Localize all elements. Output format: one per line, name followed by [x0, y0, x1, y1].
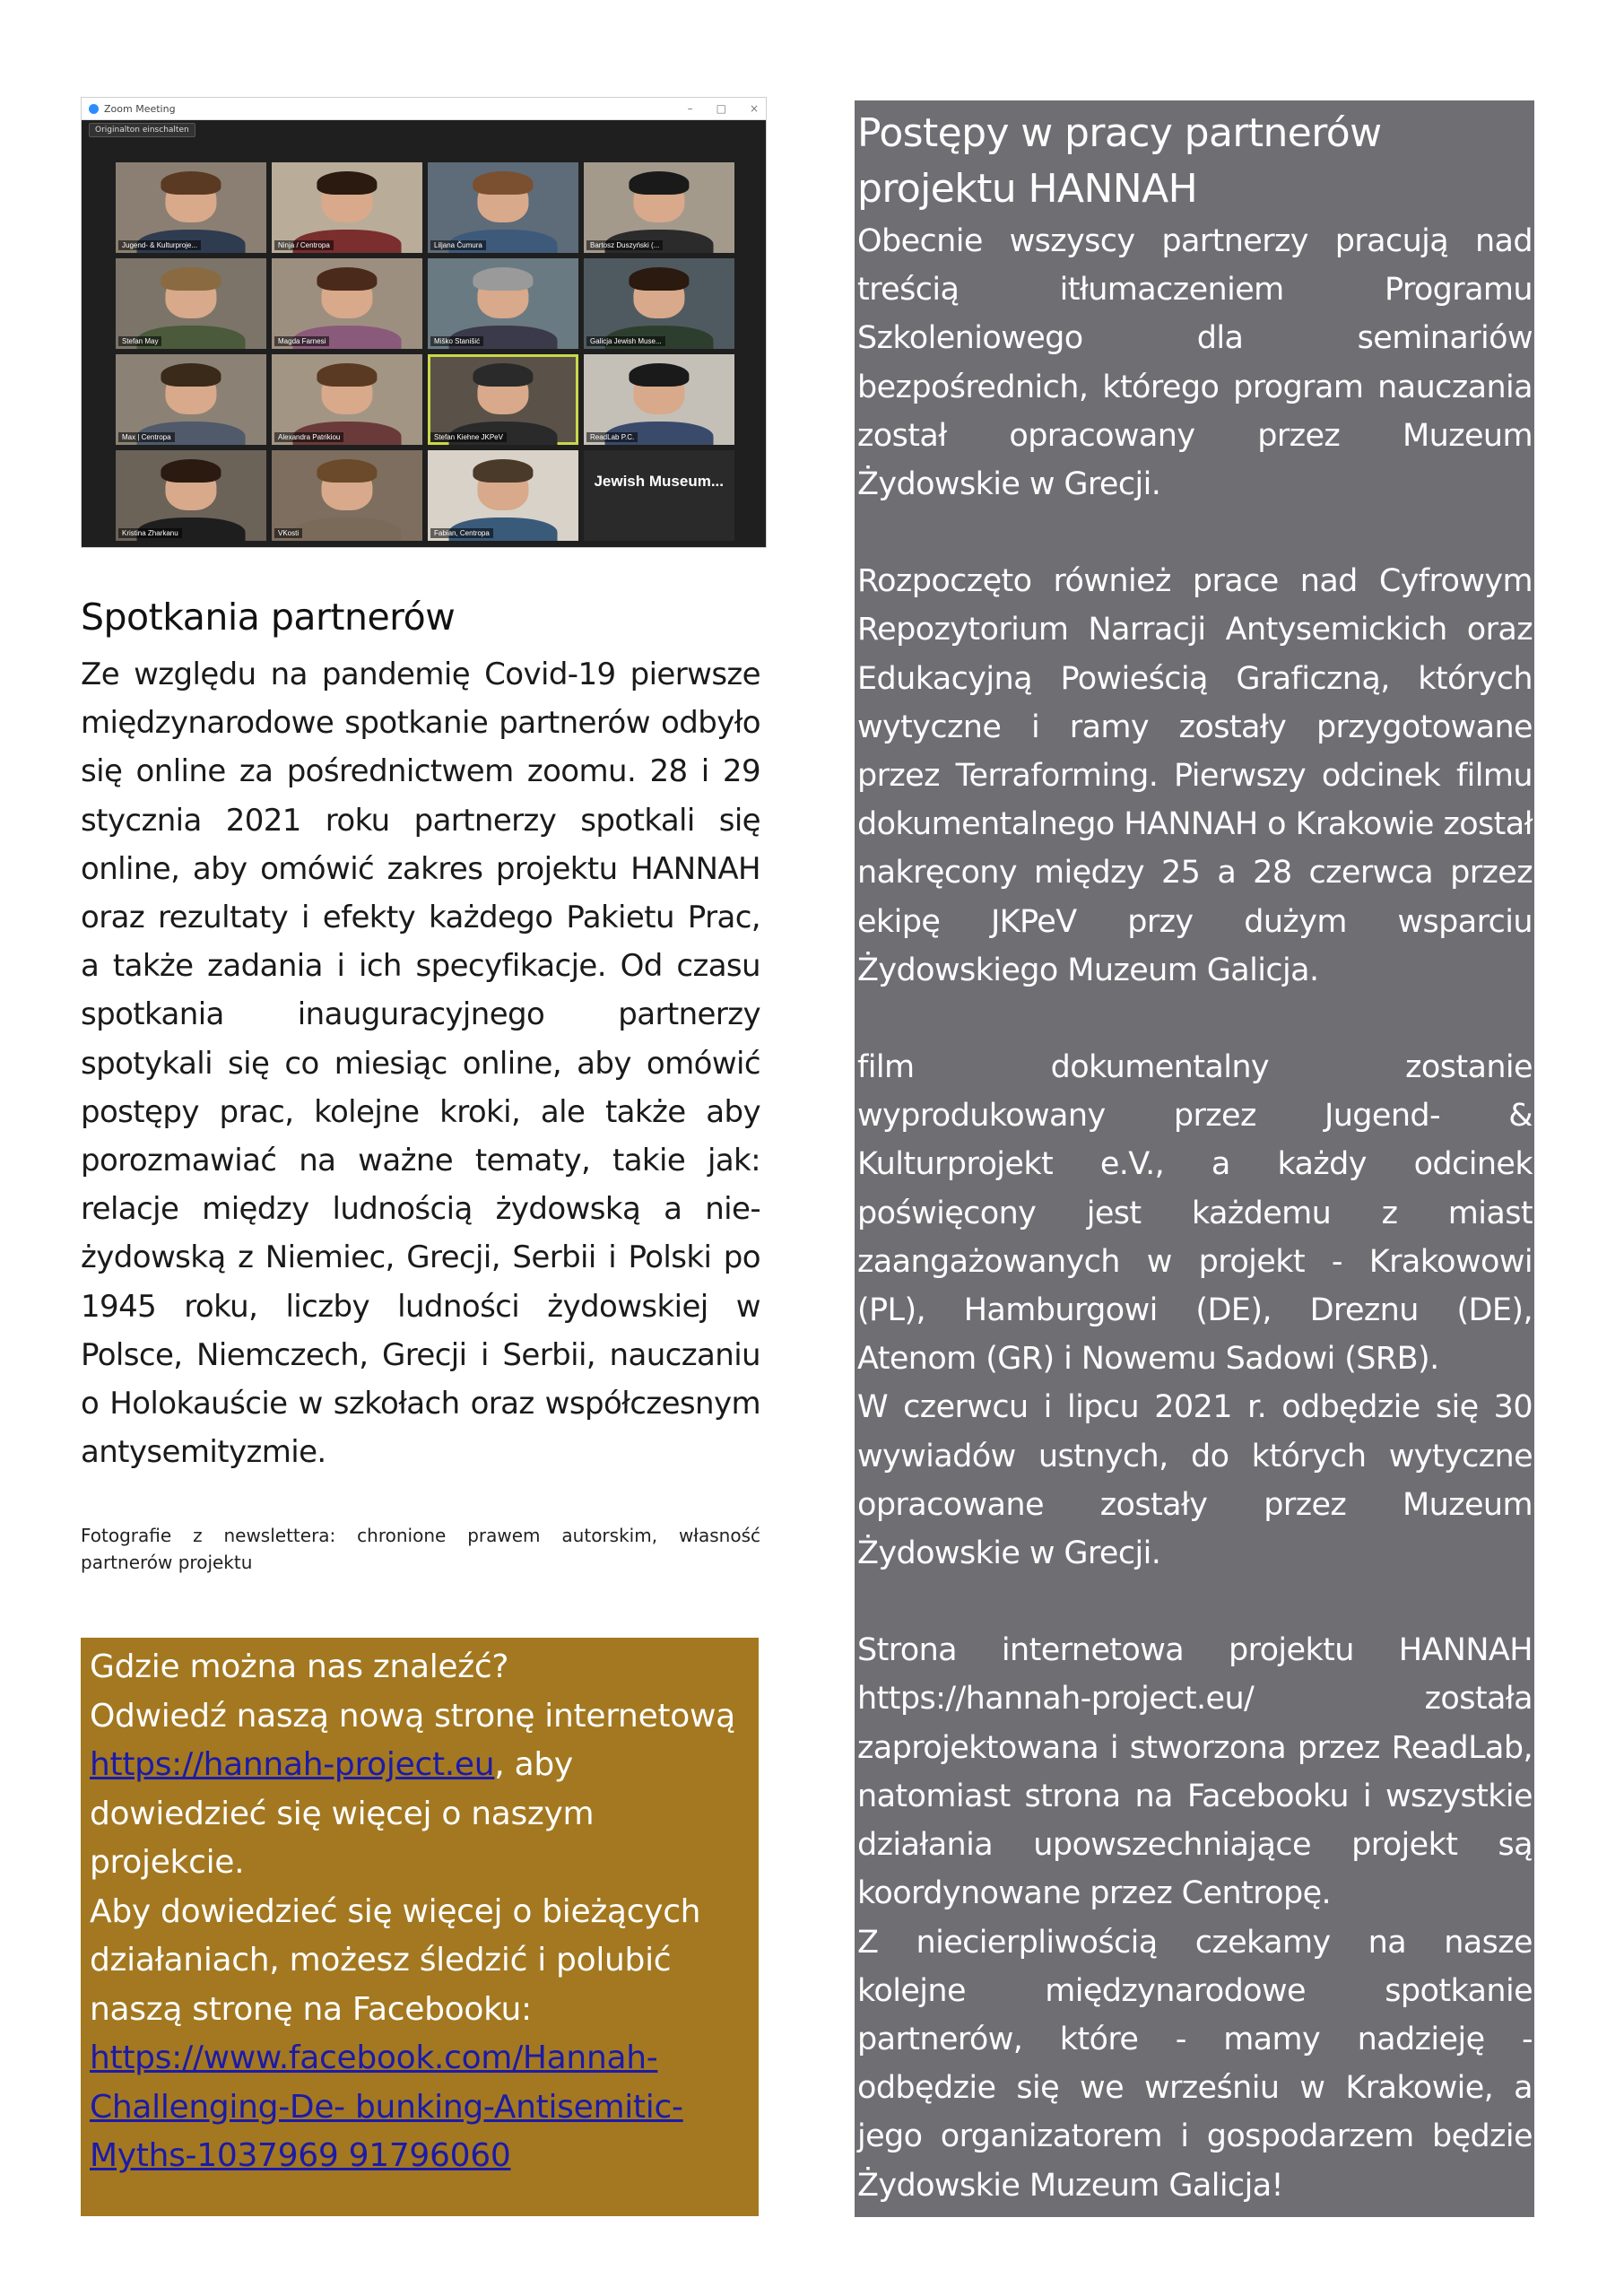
progress-paragraph-5: Strona internetowa projektu HANNAH https://hannah-project.eu/ została zaprojektowana i stworzona przez ReadLab, natomiast strona na Facebooku i wszystkie działania upowszechniające projekt są koordynowane przez Centropę. [857, 1632, 1533, 1912]
participant-tile [272, 258, 422, 349]
participant-name: Galicja Jewish Muse... [586, 336, 665, 346]
original-sound-button: Originalton einschalten [89, 123, 195, 137]
progress-paragraph-4: W czerwcu i lipcu 2021 r. odbędzie się 30 wywiadów ustnych, do których wytyczne opracowane zostały przez Muzeum Żydowskie w Grecji. [857, 1389, 1533, 1572]
participant-tile [116, 354, 266, 445]
facebook-intro-text: Aby dowiedzieć się więcej o bieżących działaniach, możesz śledzić i polubić naszą stronę na Facebooku: [90, 1892, 701, 2028]
paragraph-spacer [857, 1578, 1533, 1626]
participant-video [629, 267, 689, 291]
progress-paragraph-2: Rozpoczęto również prace nad Cyfrowym Repozytorium Narracji Antysemickich oraz Edukacyjną Powieścią Graficzną, których wytyczne i ramy zostały przygotowane przez Terraforming. Pierwszy odcinek filmu dokumentalnego HANNAH o Krakowie został nakręcony między 25 a 28 czerwca przez ekipę JKPeV przy dużym wsparciu Żydowskiego Muzeum Galicja. [857, 563, 1533, 988]
participant-video [629, 363, 689, 387]
participant-name: Magda Farnesi [274, 336, 329, 346]
participant-name: Stefan May [118, 336, 161, 346]
participant-name: Ninja / Centropa [274, 240, 334, 250]
progress-paragraph-1: Obecnie wszyscy partnerzy pracują nad treścią itłumaczeniem Programu Szkoleniowego dla seminariów bezpośrednich, którego program nauczania został opracowany przez Muzeum Żydowskie w Grecji. [857, 223, 1533, 503]
website-intro-text: Odwiedź naszą nową stronę internetową [90, 1697, 735, 1735]
participant-tile [428, 162, 578, 253]
participant-tile [116, 162, 266, 253]
participant-name: Liljana Čumura [430, 240, 486, 250]
participant-video [473, 363, 533, 387]
participant-tile [272, 354, 422, 445]
participant-video [161, 459, 221, 483]
participant-grid [116, 162, 734, 541]
partners-meetings-body: Ze względu na pandemię Covid-19 pierwsze międzynarodowe spotkanie partnerów odbyło się online za pośrednictwem zoomu. 28 i 29 stycznia 2021 roku partnerzy spotkali się online, aby omówić zakres projektu HANNAH oraz rezultaty i efekty każdego Pakietu Prac, a także zadania i ich specyfikacje. Od czasu spotkania inauguracyjnego partnerzy spotykali się co miesiąc online, aby omówić postępy prac, kolejne kroki, ale także aby porozmawiać na ważne tematy, takie jak: relacje między ludnością żydowską a nie-żydowską z Niemiec, Grecji, Serbii i Polski po 1945 roku, liczby ludności żydowskiej w Polsce, Niemczech, Grecji i Serbii, nauczaniu o Holokauście w szkołach oraz współczesnym antysemityzmie. [81, 657, 760, 1471]
paragraph-spacer [857, 509, 1533, 557]
participant-name: Bartosz Duszyński (... [586, 240, 663, 250]
participant-video [473, 459, 533, 483]
participant-name: Alexandra Patrikiou [274, 432, 343, 442]
participant-tile [584, 354, 734, 445]
participant-video [161, 267, 221, 291]
participant-name: Fabian, Centropa [430, 528, 493, 538]
zoom-toolbar [82, 120, 766, 140]
participant-video [317, 459, 377, 483]
participant-video [629, 171, 689, 195]
website-outro-text: , aby dowiedzieć się więcej o naszym projekcie. [90, 1746, 595, 1881]
participant-video [473, 267, 533, 291]
find-us-box [81, 1638, 759, 2216]
photo-caption: Fotografie z newslettera: chronione prawem autorskim, własność partnerów projektu [81, 1525, 760, 1573]
participant-tile [428, 258, 578, 349]
participant-name: Stefan Kiehne JKPeV [430, 432, 507, 442]
window-controls [688, 102, 759, 115]
participant-name: VKosti [274, 528, 302, 538]
find-us-website-paragraph [90, 1692, 750, 1888]
paragraph-spacer [857, 995, 1533, 1043]
video-call-icon [89, 104, 99, 114]
progress-paragraph-6: Z niecierpliwością czekamy na nasze kolejne międzynarodowe spotkanie partnerów, które - mamy nadzieję - odbędzie się we wrześniu w Krakowie, a jego organizatorem i gospodarzem będzie Żydowskie Muzeum Galicja! [857, 1924, 1533, 2204]
website-link[interactable]: https://hannah-project.eu [90, 1746, 495, 1783]
participant-name: Kristina Zharkanu [118, 528, 182, 538]
find-us-facebook-paragraph [90, 1888, 750, 2181]
partners-meetings-heading: Spotkania partnerów [81, 596, 456, 639]
find-us-heading: Gdzie można nas znaleźć? [90, 1648, 509, 1685]
zoom-window-title: Zoom Meeting [104, 102, 176, 115]
participant-tile [584, 258, 734, 349]
zoom-titlebar [82, 98, 766, 120]
participant-video [317, 363, 377, 387]
participant-name: Jugend- & Kulturproje... [118, 240, 201, 250]
close-icon: × [749, 102, 759, 115]
participant-video [473, 171, 533, 195]
participant-tile [116, 450, 266, 541]
participant-tile [272, 162, 422, 253]
participant-tile [428, 354, 578, 445]
participant-tile [428, 450, 578, 541]
participant-name: Max | Centropa [118, 432, 175, 442]
participant-name: ReadLab P.C. [586, 432, 638, 442]
participant-name: Jewish Museum... [594, 473, 724, 490]
minimize-icon: – [687, 102, 693, 115]
participant-tile [584, 450, 734, 541]
facebook-link[interactable]: https://www.facebook.com/Hannah-Challenging-De- bunking-Antisemitic-Myths-1037969 91796060 [90, 2039, 683, 2174]
participant-tile [272, 450, 422, 541]
participant-video [293, 517, 402, 541]
participant-video [161, 363, 221, 387]
participant-video [161, 171, 221, 195]
participant-video [317, 267, 377, 291]
participant-video [317, 171, 377, 195]
participant-name: Miško Stanišić [430, 336, 483, 346]
progress-column [855, 100, 1534, 2217]
maximize-icon: □ [716, 102, 726, 115]
progress-heading: Postępy w pracy partnerów projektu HANNAH [857, 110, 1382, 212]
participant-tile [116, 258, 266, 349]
participant-tile [584, 162, 734, 253]
zoom-meeting-screenshot [81, 97, 767, 548]
progress-paragraph-3: film dokumentalny zostanie wyprodukowany przez Jugend- & Kulturprojekt e.V., a każdy odcinek poświęcony jest każdemu z miast zaangażowanych w projekt - Krakowowi (PL), Hamburgowi (DE), Dreznu (DE), Atenom (GR) i Nowemu Sadowi (SRB). [857, 1049, 1533, 1378]
